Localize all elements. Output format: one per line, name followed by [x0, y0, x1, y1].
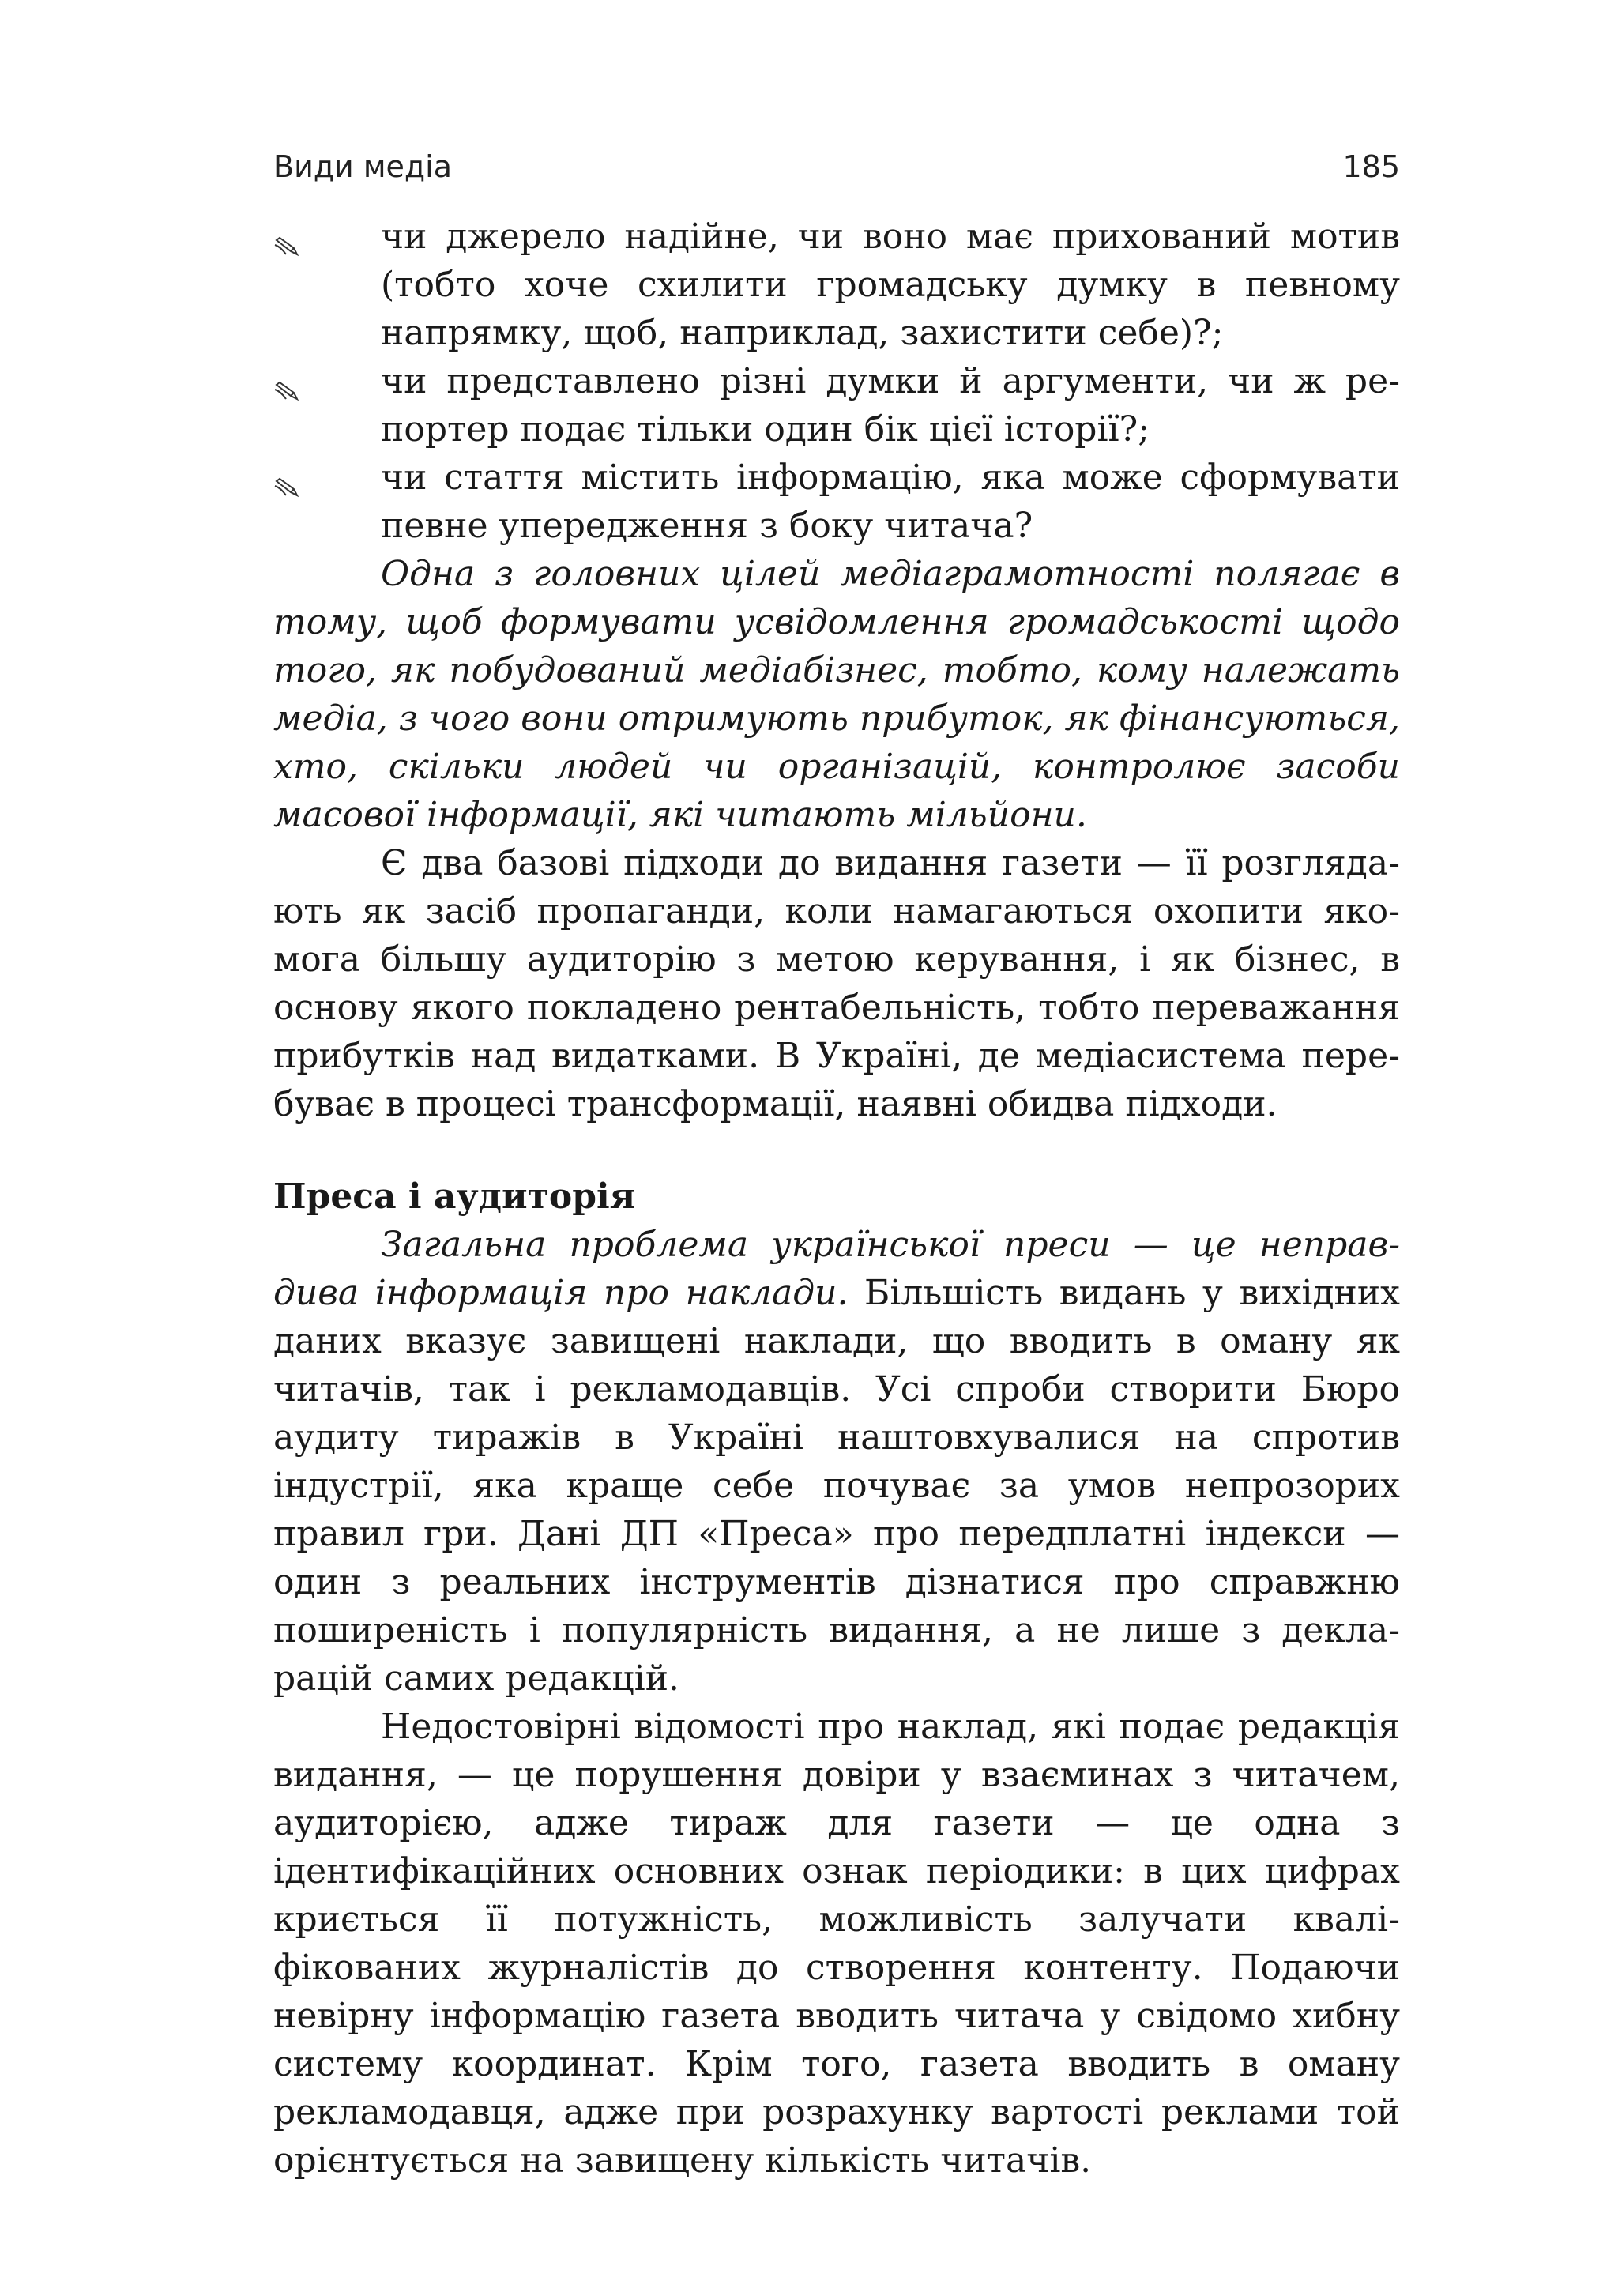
book-page: [273, 138, 1400, 2185]
running-head: [273, 138, 1400, 201]
list-item-text: чи стаття містить інформацію, яка може сформувати певне упередження з боку читача?: [381, 457, 1400, 546]
italic-lead: Загальна проблема української преси — це неправдива інформація про наклади.: [273, 1225, 1400, 1313]
press-audience-paragraph-1: [273, 1221, 1400, 1703]
list-item: [273, 213, 1400, 357]
list-item: [273, 454, 1400, 550]
list-item: [273, 357, 1400, 454]
running-head-section: Види медіа: [273, 149, 452, 184]
two-approaches-paragraph: Є два базові підходи до видання газети — її розглядають як засіб пропаганди, коли намагаються охопити якомога більшу аудиторію з метою керування, і як бізнес, в основу якого покладено рентабельність, тобто переважання прибутків над видатками. В Україні, де медіасистема перебуває в процесі трансформації, наявні обидва підходи.: [273, 843, 1400, 1124]
media-literacy-paragraph: Одна з головних цілей медіаграмотності полягає в тому, щоб формувати усвідомлення громадськості щодо того, як побудований медіабізнес, тобто, кому належать медіа, з чого вони отримують прибуток, як фінансуються, хто, скільки людей чи організацій, контролює засоби масової інформації, які читають мільйони.: [273, 554, 1400, 835]
pencil-hand-icon: [273, 465, 305, 488]
section-heading: Преса і аудиторія: [273, 1176, 636, 1217]
pencil-hand-icon: [273, 224, 305, 247]
paragraph-rest: Більшість видань у вихідних даних вказує завищені наклади, що вводить в оману як читачів, так і рекламодавців. Усі спроби створити Бюро аудиту тиражів в Україні наштовхувалися на спротив індустрії, яка краще себе почуває за умов непрозорих правил гри. Дані ДП «Преса» про передплатні індекси — один з реальних інструментів дізнатися про справжню поширеність і популярність видання, а не лише з декларацій самих редакцій.: [273, 1273, 1400, 1699]
list-item-text: чи представлено різні думки й аргументи, чи ж репортер подає тільки один бік цієї історії?;: [381, 361, 1400, 450]
pencil-hand-icon: [273, 368, 305, 392]
body-text: [273, 213, 1400, 2185]
list-item-text: чи джерело надійне, чи воно має прихований мотив (тобто хоче схилити громадську думку в певному напрямку, щоб, наприклад, захистити себе)?;: [381, 216, 1400, 353]
page-number: 185: [1342, 149, 1400, 184]
checklist: [273, 213, 1400, 550]
press-audience-paragraph-2: Недостовірні відомості про наклад, які подає редакція видання, — це порушення довіри у взаєминах з читачем, аудиторією, адже тираж для газети — це одна з ідентифікаційних основних ознак періодики: в цих цифрах криється її потужність, можливість залучати кваліфікованих журналістів до створення контенту. Подаючи невірну інформацію газета вводить читача у свідомо хибну систему координат. Крім того, газета вводить в оману рекламодавця, адже при розрахунку вартості реклами той орієнтується на завищену кількість читачів.: [273, 1707, 1400, 2181]
